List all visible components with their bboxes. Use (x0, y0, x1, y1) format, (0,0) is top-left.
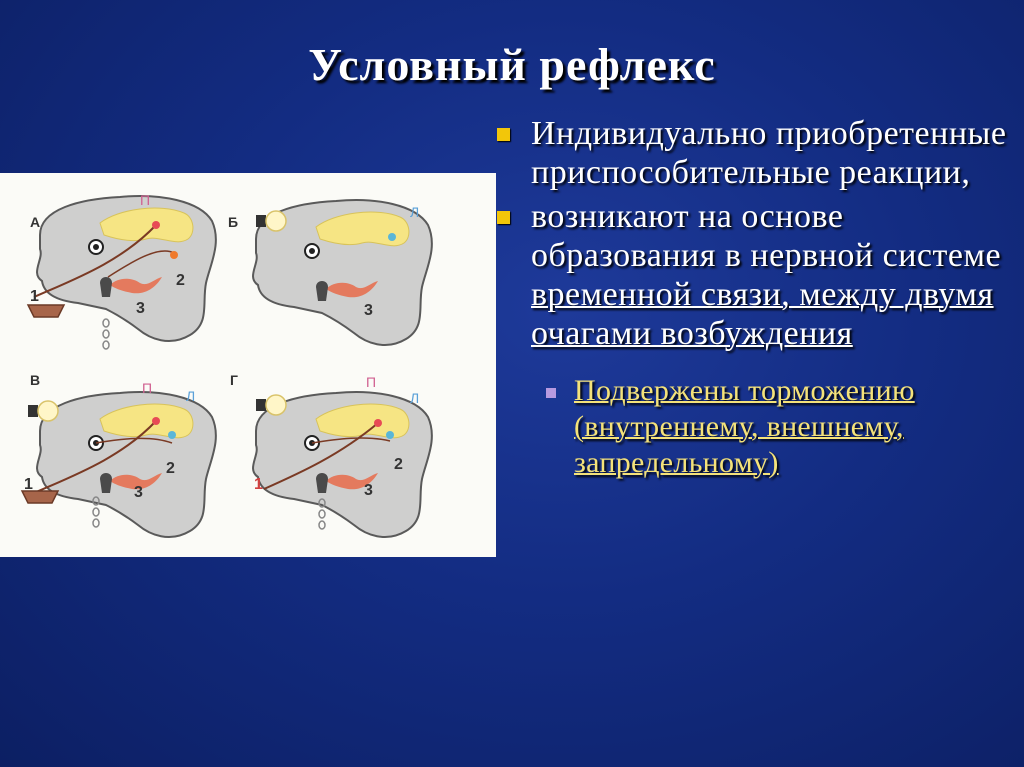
panel-g-label-1: 1 (254, 476, 263, 493)
sub-bullet-item (538, 373, 1022, 481)
panel-b (228, 200, 432, 345)
slide-title: Условный рефлекс (308, 39, 716, 90)
panel-a-label-3: 3 (136, 300, 145, 317)
bullet-text: возникают на основе образования в нервной системе (531, 198, 1002, 274)
bullet-text: Индивидуально приобретенные приспособительные реакции, (531, 115, 1007, 191)
conditioned-reflex-figure (0, 173, 496, 557)
temporary-connection-link[interactable]: временной связи, между двумя очагами возбуждения (531, 276, 994, 352)
panel-v (22, 372, 216, 537)
panel-v-label-2: 2 (166, 460, 175, 477)
panel-g-label-2: 2 (394, 456, 403, 473)
panel-v-label-3: 3 (134, 484, 143, 501)
bullet-list (494, 114, 1022, 481)
square-bullet-icon (497, 128, 510, 141)
square-bullet-icon (497, 211, 510, 224)
panel-g (230, 372, 432, 537)
panel-v-label-1: 1 (24, 476, 33, 493)
panel-a-label-2: 2 (176, 272, 185, 289)
panel-b-label-l: Л (410, 204, 420, 220)
dog-head-diagrams (0, 173, 496, 557)
square-sub-bullet-icon (546, 388, 556, 398)
panel-a-label-p: П (140, 192, 151, 208)
panel-a (28, 192, 216, 349)
panel-b-letter: Б (228, 214, 239, 230)
panel-v-letter: В (30, 372, 41, 388)
panel-a-label-1: 1 (30, 288, 39, 305)
panel-v-label-p: П (142, 380, 153, 396)
panel-a-letter: А (30, 214, 41, 230)
bullet-item (494, 197, 1022, 353)
panel-g-letter: Г (230, 372, 238, 388)
panel-b-label-3: 3 (364, 302, 373, 319)
panel-g-label-3: 3 (364, 482, 373, 499)
inhibition-link[interactable]: Подвержены торможению (внутреннему, внешнему, запредельному) (574, 374, 915, 479)
panel-g-label-p: П (366, 374, 377, 390)
panel-v-label-l: Л (186, 388, 196, 404)
panel-g-label-l: Л (410, 390, 420, 406)
bullet-item (494, 114, 1022, 192)
